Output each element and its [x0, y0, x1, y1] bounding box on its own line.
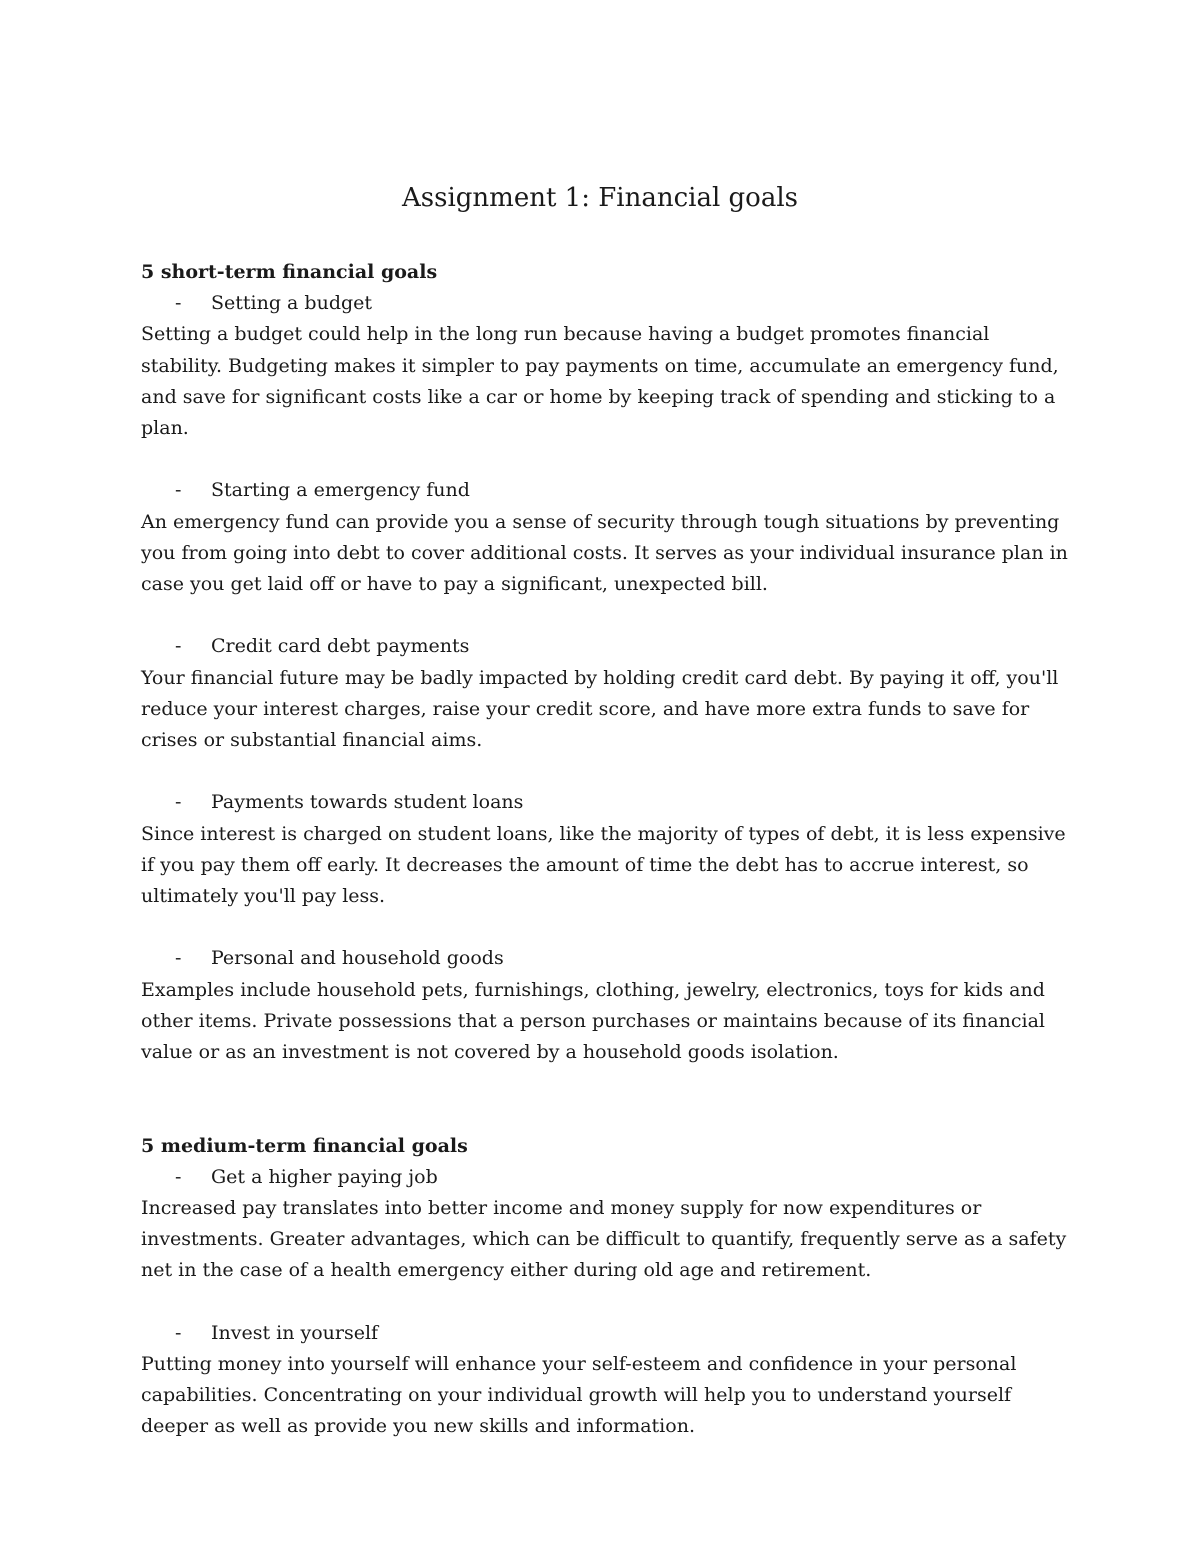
goal-title-line [141, 631, 1071, 662]
list-dash: - [175, 479, 182, 502]
goal-title-line [141, 787, 1071, 818]
goal-title-line [141, 475, 1071, 506]
list-dash: - [175, 635, 182, 658]
goal-title: Credit card debt payments [211, 635, 470, 658]
goal-item [141, 631, 1071, 756]
goal-title: Invest in yourself [211, 1321, 379, 1344]
goal-item [141, 943, 1071, 1068]
goal-item [141, 288, 1071, 444]
list-dash: - [175, 1165, 182, 1188]
goal-description: Your financial future may be badly impacted by holding credit card debt. By paying it off, you'll reduce your interest charges, raise your credit score, and have more extra funds to save for crises or substantial financial aims. [141, 666, 1059, 752]
goal-description: Examples include household pets, furnishings, clothing, jewelry, electronics, toys for kids and other items. Private possessions that a person purchases or maintains because of its financial value or as an investment is not covered by a household goods isolation. [141, 978, 1046, 1064]
goal-title: Payments towards student loans [211, 791, 524, 814]
list-dash: - [175, 947, 182, 970]
goal-title-line [141, 288, 1071, 319]
goal-item [141, 475, 1071, 600]
goal-description: Putting money into yourself will enhance your self-esteem and confidence in your personal capabilities. Concentrating on your individual growth will help you to understand yourself deeper as well as provide you new skills and information. [141, 1353, 1017, 1438]
section-spacer [141, 1068, 1071, 1130]
goal-item [141, 1318, 1071, 1443]
goal-item [141, 1162, 1071, 1287]
short-term-section [141, 257, 1071, 1068]
goal-description: Increased pay translates into better income and money supply for now expenditures or investments. Greater advantages, which can be difficult to quantify, frequently serve as a safety net in the case of a health emergency either during old age and retirement. [141, 1197, 1067, 1282]
goal-description: Since interest is charged on student loans, like the majority of types of debt, it is less expensive if you pay them off early. It decreases the amount of time the debt has to accrue interest, so ultimately you'll pay less. [141, 822, 1066, 908]
goal-description: Setting a budget could help in the long run because having a budget promotes financial stability. Budgeting makes it simpler to pay payments on time, accumulate an emergency fund, and save for significant costs like a car or home by keeping track of spending and sticking to a plan. [141, 323, 1059, 440]
goal-title: Get a higher paying job [211, 1165, 438, 1188]
section-heading: 5 medium-term financial goals [141, 1134, 468, 1157]
goal-item [141, 787, 1071, 912]
document-title: Assignment 1: Financial goals [402, 183, 798, 213]
goal-title: Setting a budget [211, 292, 373, 315]
document-body [141, 257, 1071, 1443]
goal-title-line [141, 943, 1071, 974]
goal-title-line [141, 1162, 1071, 1193]
list-dash: - [175, 292, 182, 315]
list-dash: - [175, 1321, 182, 1344]
section-heading: 5 short-term financial goals [141, 261, 438, 283]
goal-description: An emergency fund can provide you a sense of security through tough situations by preventing you from going into debt to cover additional costs. It serves as your individual insurance plan in case you get laid off or have to pay a significant, unexpected bill. [141, 510, 1068, 596]
goal-title: Starting a emergency fund [211, 479, 470, 502]
goal-title: Personal and household goods [211, 947, 504, 970]
list-dash: - [175, 791, 182, 814]
goal-title-line [141, 1318, 1071, 1349]
medium-term-section [141, 1131, 1071, 1443]
